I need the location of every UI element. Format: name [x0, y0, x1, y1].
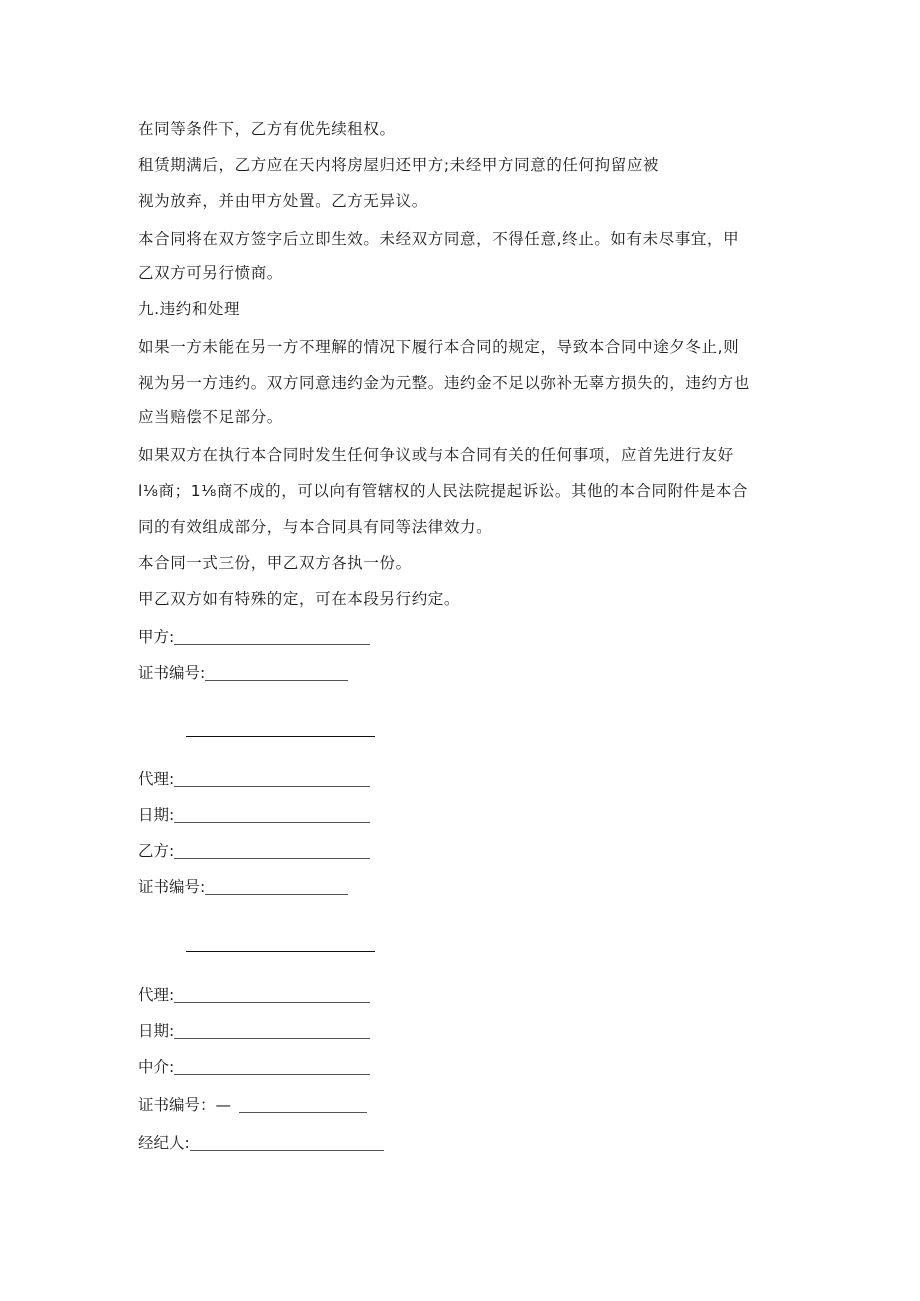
agent-b-blank[interactable] [174, 1002, 370, 1003]
paragraph-line: 视为放弃，并由甲方处置。乙方无异议。 [138, 192, 428, 210]
date-a-field [138, 805, 370, 825]
date-b-blank[interactable] [174, 1038, 370, 1039]
date-a-label: 日期: [138, 806, 175, 824]
party-a-label: 甲方: [138, 628, 175, 646]
paragraph-line: 同的有效组成部分，与本合同具有同等法律效力。 [138, 518, 493, 536]
paragraph-line: 乙双方可另行愤商。 [138, 264, 283, 282]
cert-no-c-label: 证书编号：— [138, 1096, 232, 1114]
party-a-field [138, 627, 370, 647]
party-b-label: 乙方: [138, 842, 175, 860]
agent-a-field [138, 769, 370, 789]
agent-b-field [138, 985, 370, 1005]
paragraph-line: 本合同将在双方签字后立即生效。未经双方同意，不得任意,终止。如有未尽事宜，甲 [138, 230, 740, 248]
party-b-field [138, 841, 370, 861]
party-b-blank[interactable] [174, 858, 370, 859]
cert-no-a-field [138, 663, 348, 683]
intermediary-label: 中介: [138, 1058, 175, 1076]
cert-no-b-blank[interactable] [205, 894, 348, 895]
cert-no-b-label: 证书编号: [138, 878, 206, 896]
cert-no-c-field [138, 1095, 367, 1115]
signature-line-a[interactable] [186, 736, 375, 737]
section-heading: 九.违约和处理 [138, 300, 241, 318]
paragraph-line: 本合同一式三份，甲乙双方各执一份。 [138, 554, 412, 572]
paragraph-line: 甲乙双方如有特殊的定，可在本段另行约定。 [138, 590, 461, 608]
cert-no-c-blank[interactable] [239, 1112, 367, 1113]
paragraph-line: 如果一方未能在另一方不理解的情况下履行本合同的规定，导致本合同中途夕冬止,则 [138, 338, 740, 356]
paragraph-line: 如果双方在执行本合同时发生任何争议或与本合同有关的任何事项，应首先进行友好 [138, 446, 734, 464]
paragraph-line: 租赁期满后，乙方应在天内将房屋归还甲方;未经甲方同意的任何拘留应被 [138, 156, 660, 174]
date-b-field [138, 1021, 370, 1041]
intermediary-field [138, 1057, 370, 1077]
signature-line-b[interactable] [186, 951, 375, 952]
date-b-label: 日期: [138, 1022, 175, 1040]
cert-no-a-blank[interactable] [205, 680, 348, 681]
paragraph-line: l⅛商；1⅛商不成的，可以向有管辖权的人民法院提起诉讼。其他的本合同附件是本合 [138, 482, 749, 500]
broker-field [138, 1133, 384, 1153]
cert-no-b-field [138, 877, 348, 897]
broker-label: 经纪人: [138, 1134, 190, 1152]
date-a-blank[interactable] [174, 822, 370, 823]
intermediary-blank[interactable] [174, 1074, 370, 1075]
paragraph-line: 在同等条件下，乙方有优先续租权。 [138, 120, 396, 138]
agent-a-label: 代理: [138, 770, 175, 788]
cert-no-a-label: 证书编号: [138, 664, 206, 682]
paragraph-line: 应当赔偿不足部分。 [138, 408, 283, 426]
broker-blank[interactable] [190, 1150, 384, 1151]
agent-b-label: 代理: [138, 986, 175, 1004]
agent-a-blank[interactable] [174, 786, 370, 787]
paragraph-line: 视为另一方违约。双方同意违约金为元整。违约金不足以弥补无辜方损失的，违约方也 [138, 374, 750, 392]
party-a-blank[interactable] [174, 644, 370, 645]
